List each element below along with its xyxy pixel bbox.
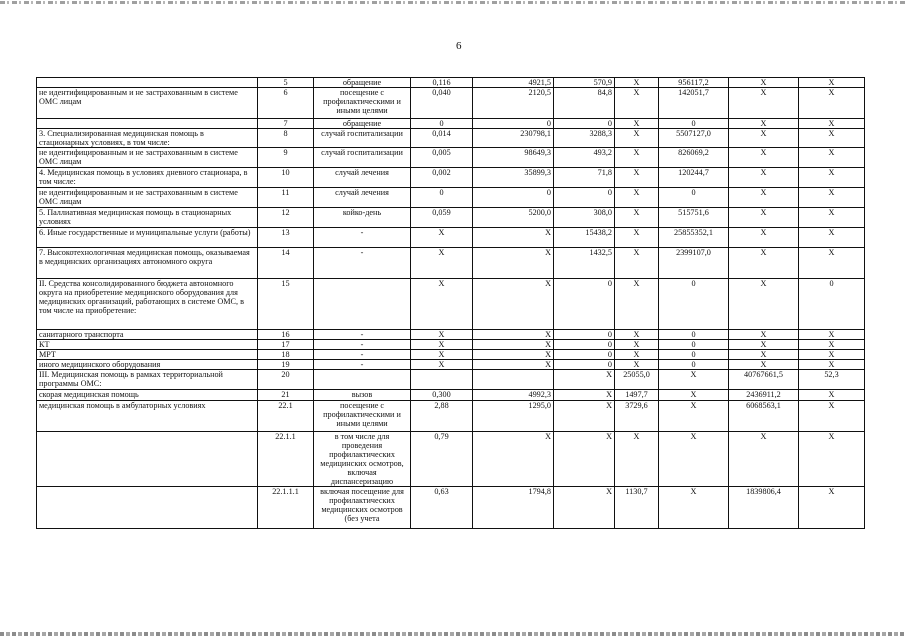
- row-value-3: X: [554, 370, 615, 390]
- row-unit: -: [314, 248, 411, 279]
- row-value-2: 35899,3: [473, 168, 554, 188]
- row-value-5: 0: [659, 330, 729, 340]
- row-value-1: 0: [411, 188, 473, 208]
- row-value-4: 1130,7: [615, 487, 659, 529]
- row-value-1: 0: [411, 119, 473, 129]
- row-value-3: 0: [554, 330, 615, 340]
- row-value-6: 6068563,1: [729, 401, 799, 432]
- row-value-7: X: [799, 148, 865, 168]
- row-value-7: X: [799, 78, 865, 88]
- row-value-1: X: [411, 228, 473, 248]
- row-value-6: X: [729, 88, 799, 119]
- row-number: 17: [258, 340, 314, 350]
- row-unit: включая посещение для профилактических медицинских осмотров (без учета: [314, 487, 411, 529]
- row-name: санитарного транспорта: [37, 330, 258, 340]
- row-unit: -: [314, 330, 411, 340]
- row-value-1: X: [411, 350, 473, 360]
- row-value-7: X: [799, 119, 865, 129]
- table-row: [37, 119, 865, 129]
- row-value-7: X: [799, 168, 865, 188]
- row-name: III. Медицинская помощь в рамках территориальной программы ОМС:: [37, 370, 258, 390]
- row-value-5: 956117,2: [659, 78, 729, 88]
- row-value-2: X: [473, 248, 554, 279]
- table-row: [37, 350, 865, 360]
- row-value-2: 4921,5: [473, 78, 554, 88]
- row-value-4: X: [615, 228, 659, 248]
- row-unit: обращение: [314, 78, 411, 88]
- row-number: 13: [258, 228, 314, 248]
- row-value-6: X: [729, 279, 799, 330]
- row-value-1: 0,005: [411, 148, 473, 168]
- row-value-2: X: [473, 360, 554, 370]
- row-name: КТ: [37, 340, 258, 350]
- row-value-5: X: [659, 432, 729, 487]
- row-value-6: 2436911,2: [729, 390, 799, 401]
- row-number: 21: [258, 390, 314, 401]
- row-number: 16: [258, 330, 314, 340]
- row-value-1: 0,300: [411, 390, 473, 401]
- row-name: не идентифицированным и не застрахованным в системе ОМС лицам: [37, 188, 258, 208]
- row-value-5: 826069,2: [659, 148, 729, 168]
- row-number: 7: [258, 119, 314, 129]
- row-value-2: 2120,5: [473, 88, 554, 119]
- row-value-6: X: [729, 350, 799, 360]
- row-value-2: X: [473, 279, 554, 330]
- row-name: 3. Специализированная медицинская помощь в стационарных условиях, в том числе:: [37, 129, 258, 148]
- row-value-4: X: [615, 330, 659, 340]
- row-value-6: X: [729, 148, 799, 168]
- row-value-4: X: [615, 168, 659, 188]
- row-value-7: X: [799, 401, 865, 432]
- row-value-5: 5507127,0: [659, 129, 729, 148]
- row-value-4: X: [615, 119, 659, 129]
- row-value-7: X: [799, 248, 865, 279]
- row-number: 20: [258, 370, 314, 390]
- row-name: МРТ: [37, 350, 258, 360]
- row-number: 22.1.1: [258, 432, 314, 487]
- row-value-5: 0: [659, 119, 729, 129]
- row-value-7: X: [799, 129, 865, 148]
- row-number: 9: [258, 148, 314, 168]
- row-value-2: X: [473, 432, 554, 487]
- row-value-6: X: [729, 330, 799, 340]
- row-number: 6: [258, 88, 314, 119]
- row-value-5: 515751,6: [659, 208, 729, 228]
- row-value-4: X: [615, 129, 659, 148]
- row-value-3: 1432,5: [554, 248, 615, 279]
- row-value-4: X: [615, 360, 659, 370]
- row-value-7: X: [799, 330, 865, 340]
- row-value-7: X: [799, 390, 865, 401]
- row-value-5: X: [659, 390, 729, 401]
- row-number: 8: [258, 129, 314, 148]
- row-value-5: 2399107,0: [659, 248, 729, 279]
- row-value-1: 0,059: [411, 208, 473, 228]
- row-value-1: 2,88: [411, 401, 473, 432]
- row-value-3: 308,0: [554, 208, 615, 228]
- table-row: [37, 360, 865, 370]
- row-value-1: X: [411, 360, 473, 370]
- row-value-4: X: [615, 248, 659, 279]
- row-value-5: 0: [659, 350, 729, 360]
- row-name: не идентифицированным и не застрахованным в системе ОМС лицам: [37, 148, 258, 168]
- table-row: [37, 168, 865, 188]
- row-value-2: [473, 370, 554, 390]
- row-value-4: 25055,0: [615, 370, 659, 390]
- row-number: 5: [258, 78, 314, 88]
- row-value-5: 0: [659, 340, 729, 350]
- row-unit: -: [314, 360, 411, 370]
- table-row: [37, 279, 865, 330]
- row-value-6: X: [729, 228, 799, 248]
- row-value-2: X: [473, 228, 554, 248]
- row-value-1: 0,63: [411, 487, 473, 529]
- row-value-4: X: [615, 340, 659, 350]
- row-value-6: X: [729, 208, 799, 228]
- row-value-3: 84,8: [554, 88, 615, 119]
- row-value-3: 0: [554, 350, 615, 360]
- row-value-7: X: [799, 350, 865, 360]
- row-value-4: 3729,6: [615, 401, 659, 432]
- row-value-3: 0: [554, 119, 615, 129]
- row-value-3: X: [554, 487, 615, 529]
- row-value-2: X: [473, 350, 554, 360]
- row-value-3: 71,8: [554, 168, 615, 188]
- row-value-2: 0: [473, 188, 554, 208]
- row-value-4: X: [615, 208, 659, 228]
- page-number: 6: [456, 40, 462, 52]
- scan-edge-bottom: [0, 632, 905, 636]
- row-value-6: X: [729, 432, 799, 487]
- row-value-2: X: [473, 330, 554, 340]
- row-name: [37, 119, 258, 129]
- row-value-6: X: [729, 129, 799, 148]
- row-value-2: 1794,8: [473, 487, 554, 529]
- row-unit: случай госпитализации: [314, 148, 411, 168]
- row-value-2: 1295,0: [473, 401, 554, 432]
- row-name: не идентифицированным и не застрахованным в системе ОМС лицам: [37, 88, 258, 119]
- row-value-7: X: [799, 432, 865, 487]
- row-number: 22.1.1.1: [258, 487, 314, 529]
- row-value-1: [411, 370, 473, 390]
- row-value-5: 120244,7: [659, 168, 729, 188]
- row-value-2: 5200,0: [473, 208, 554, 228]
- table-row: [37, 78, 865, 88]
- row-value-5: X: [659, 370, 729, 390]
- row-value-4: 1497,7: [615, 390, 659, 401]
- row-value-3: X: [554, 432, 615, 487]
- row-value-1: 0,002: [411, 168, 473, 188]
- row-unit: случай лечения: [314, 168, 411, 188]
- row-unit: вызов: [314, 390, 411, 401]
- table-row: [37, 340, 865, 350]
- row-name: [37, 487, 258, 529]
- row-number: 11: [258, 188, 314, 208]
- row-value-3: X: [554, 390, 615, 401]
- row-value-7: 0: [799, 279, 865, 330]
- row-unit: случай госпитализации: [314, 129, 411, 148]
- row-name: 5. Паллиативная медицинская помощь в стационарных условиях: [37, 208, 258, 228]
- row-unit: [314, 370, 411, 390]
- row-name: медицинская помощь в амбулаторных условиях: [37, 401, 258, 432]
- row-unit: [314, 279, 411, 330]
- row-value-6: X: [729, 188, 799, 208]
- row-value-2: 98649,3: [473, 148, 554, 168]
- row-unit: посещение с профилактическими и иными целями: [314, 401, 411, 432]
- table-row: [37, 330, 865, 340]
- row-value-1: X: [411, 340, 473, 350]
- row-value-6: X: [729, 360, 799, 370]
- row-value-4: X: [615, 432, 659, 487]
- row-value-6: 40767661,5: [729, 370, 799, 390]
- table-row: [37, 401, 865, 432]
- row-value-2: X: [473, 340, 554, 350]
- row-name: [37, 78, 258, 88]
- row-unit: посещение с профилактическими и иными целями: [314, 88, 411, 119]
- row-value-3: 570,9: [554, 78, 615, 88]
- row-value-3: 493,2: [554, 148, 615, 168]
- row-value-5: 0: [659, 360, 729, 370]
- row-number: 12: [258, 208, 314, 228]
- row-value-5: 25855352,1: [659, 228, 729, 248]
- table-row: [37, 370, 865, 390]
- row-value-4: X: [615, 88, 659, 119]
- row-value-7: X: [799, 208, 865, 228]
- row-value-1: 0,116: [411, 78, 473, 88]
- row-value-6: X: [729, 340, 799, 350]
- row-value-7: X: [799, 340, 865, 350]
- row-value-1: 0,79: [411, 432, 473, 487]
- row-value-7: X: [799, 88, 865, 119]
- row-name: 4. Медицинская помощь в условиях дневного стационара, в том числе:: [37, 168, 258, 188]
- row-unit: койко-день: [314, 208, 411, 228]
- row-value-6: X: [729, 78, 799, 88]
- row-name: II. Средства консолидированного бюджета автономного округа на приобретение медицинского оборудования для медицинских организаций, работающих в системе ОМС, в том числе на приобретение:: [37, 279, 258, 330]
- row-value-7: X: [799, 188, 865, 208]
- row-value-7: 52,3: [799, 370, 865, 390]
- row-number: 19: [258, 360, 314, 370]
- table-row: [37, 208, 865, 228]
- row-value-3: 0: [554, 340, 615, 350]
- row-value-7: X: [799, 360, 865, 370]
- row-value-6: 1839806,4: [729, 487, 799, 529]
- row-value-3: 0: [554, 188, 615, 208]
- row-value-1: X: [411, 330, 473, 340]
- row-value-1: 0,040: [411, 88, 473, 119]
- row-value-4: X: [615, 279, 659, 330]
- table-row: [37, 188, 865, 208]
- row-value-1: X: [411, 279, 473, 330]
- table-row: [37, 432, 865, 487]
- row-number: 15: [258, 279, 314, 330]
- row-unit: -: [314, 350, 411, 360]
- row-value-2: 0: [473, 119, 554, 129]
- table-row: [37, 228, 865, 248]
- row-value-1: 0,014: [411, 129, 473, 148]
- row-name: 7. Высокотехнологичная медицинская помощь, оказываемая в медицинских организациях автономного округа: [37, 248, 258, 279]
- row-value-4: X: [615, 350, 659, 360]
- row-value-5: X: [659, 401, 729, 432]
- row-value-5: X: [659, 487, 729, 529]
- row-name: [37, 432, 258, 487]
- row-value-5: 0: [659, 279, 729, 330]
- table-row: [37, 487, 865, 529]
- budget-table: [36, 77, 865, 529]
- table-row: [37, 88, 865, 119]
- row-value-3: 3288,3: [554, 129, 615, 148]
- row-value-4: X: [615, 188, 659, 208]
- row-value-7: X: [799, 487, 865, 529]
- row-value-2: 4992,3: [473, 390, 554, 401]
- row-unit: обращение: [314, 119, 411, 129]
- row-value-5: 0: [659, 188, 729, 208]
- row-unit: в том числе для проведения профилактических медицинских осмотров, включая диспансеризацию: [314, 432, 411, 487]
- row-value-7: X: [799, 228, 865, 248]
- row-unit: случай лечения: [314, 188, 411, 208]
- row-number: 14: [258, 248, 314, 279]
- row-number: 22.1: [258, 401, 314, 432]
- row-value-1: X: [411, 248, 473, 279]
- row-value-2: 230798,1: [473, 129, 554, 148]
- row-value-5: 142051,7: [659, 88, 729, 119]
- row-unit: -: [314, 340, 411, 350]
- row-name: скорая медицинская помощь: [37, 390, 258, 401]
- table-row: [37, 148, 865, 168]
- row-number: 18: [258, 350, 314, 360]
- table-row: [37, 248, 865, 279]
- table-row: [37, 129, 865, 148]
- row-value-3: X: [554, 401, 615, 432]
- row-name: иного медицинского оборудования: [37, 360, 258, 370]
- row-value-3: 15438,2: [554, 228, 615, 248]
- row-value-3: 0: [554, 360, 615, 370]
- row-value-6: X: [729, 248, 799, 279]
- row-value-6: X: [729, 119, 799, 129]
- row-value-6: X: [729, 168, 799, 188]
- row-value-4: X: [615, 148, 659, 168]
- row-name: 6. Иные государственные и муниципальные услуги (работы): [37, 228, 258, 248]
- row-value-4: X: [615, 78, 659, 88]
- row-number: 10: [258, 168, 314, 188]
- scan-edge-top: [0, 1, 905, 4]
- row-unit: -: [314, 228, 411, 248]
- row-value-3: 0: [554, 279, 615, 330]
- table-row: [37, 390, 865, 401]
